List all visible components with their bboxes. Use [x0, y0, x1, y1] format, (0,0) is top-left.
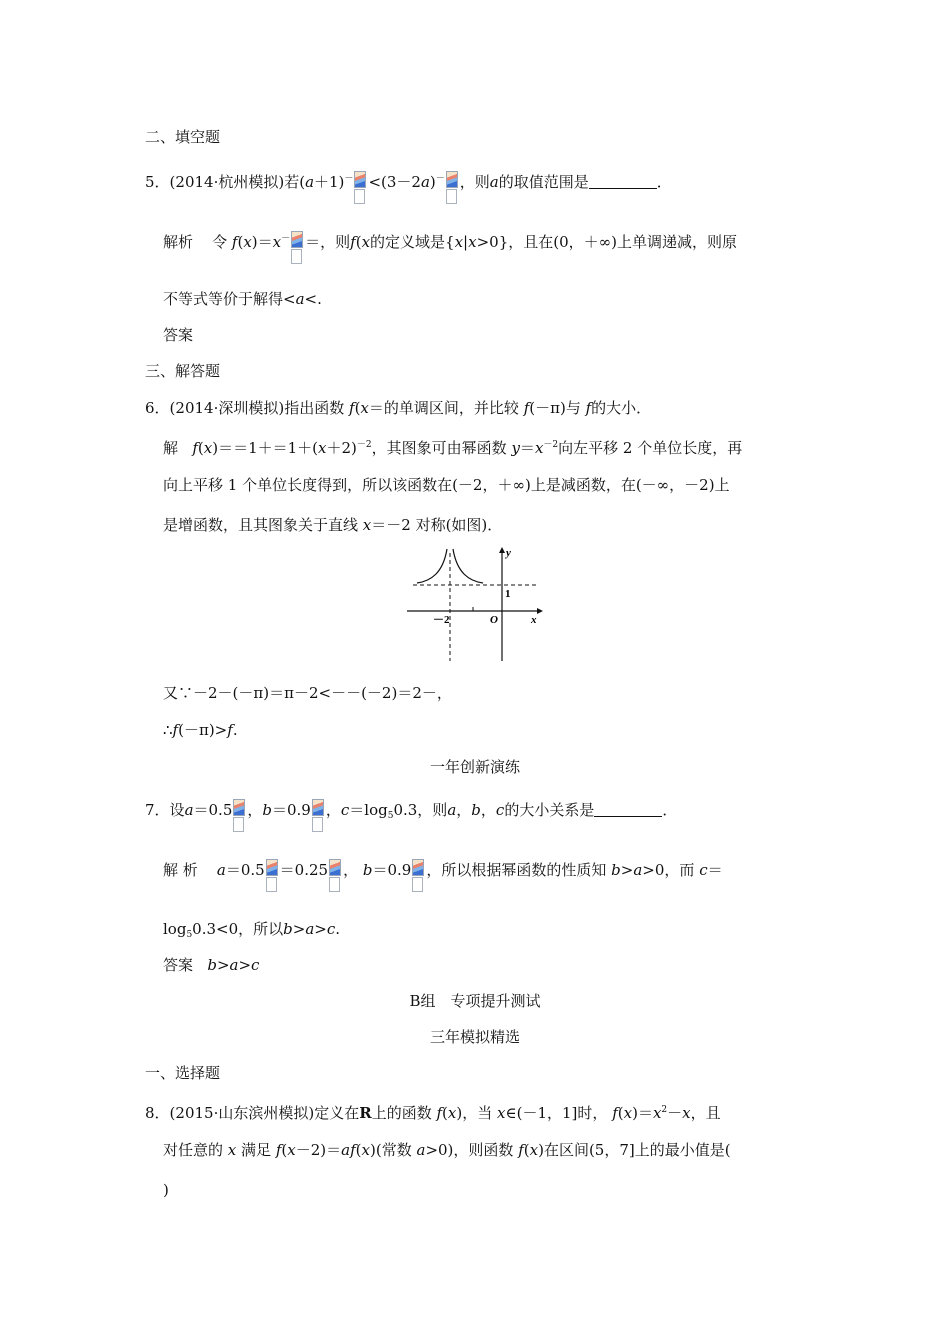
- fraction-exponent-image: [446, 171, 459, 189]
- question-8-line-2: 对任意的 x 满足 f(x－2)＝af(x)(常数 a>0)，则函数 f(x)在区间(5，7]上的最小值是(: [163, 1141, 731, 1159]
- heading-group-b: B组 专项提升测试: [409, 992, 541, 1010]
- section-heading-fill: 二、填空题: [145, 128, 221, 146]
- solution-5-line-2: 不等式等价于解得<a<.: [163, 290, 322, 308]
- section-heading-choice: 一、选择题: [145, 1064, 221, 1082]
- solution-7-line-1: 解 析 a＝0.5 ＝0.25 ， b＝0.9 ，所以根据幂函数的性质知 b>a>0，而 c＝: [163, 859, 723, 880]
- section-heading-solve: 三、解答题: [145, 362, 221, 380]
- answer-5-label: 答案: [163, 326, 194, 344]
- heading-one-year: 一年创新演练: [429, 758, 520, 776]
- fraction-exponent-image: [312, 799, 325, 817]
- solution-7-line-2: $\log_50.3<0$，所以b>a>c.: [163, 920, 341, 940]
- solution-6-conclusion: ∴f(－π)>f.: [163, 721, 238, 739]
- solution-6-line-3: 是增函数，且其图象关于直线 x＝－2 对称(如图)．: [163, 516, 503, 534]
- graph-origin-label: O: [490, 614, 498, 626]
- solution-6-line-1: 解 $f(x)==1+=1+(x+2)^{-2}$，其图象可由幂函数 $y=x^{-2}$向左平移 2 个单位长度，再: [163, 439, 743, 457]
- question-7: 7．设a＝0.5 ，b＝0.9 ，$c=\log_50.3$，则a，b，c的大小关系是 ．: [145, 799, 677, 826]
- question-5: 5．(2014·杭州模拟)若(a＋1)－ <(3－2a)－ ，则a的取值范围是 ．: [145, 169, 672, 192]
- graph-x-label: x: [531, 614, 537, 626]
- question-6: 6．(2014·深圳模拟)指出函数 f(x＝的单调区间，并比较 f(－π)与 f的大小．: [145, 399, 652, 417]
- fraction-exponent-image: [233, 799, 246, 817]
- answer-blank: [589, 174, 657, 189]
- fraction-exponent-image: [354, 171, 367, 189]
- question-8-line-3: ): [163, 1181, 169, 1199]
- graph-y-label: y: [506, 547, 511, 559]
- fraction-exponent-image: [412, 859, 425, 877]
- fraction-exponent-image: [291, 231, 304, 249]
- graph-tick-neg2: －2: [433, 614, 450, 626]
- heading-three-year: 三年模拟精选: [429, 1028, 520, 1046]
- fraction-exponent-image: [266, 859, 279, 877]
- fraction-exponent-image: [329, 859, 342, 877]
- solution-6-compare: 又∵－2－(－π)＝π－2<－－(－2)＝2－，: [163, 684, 452, 702]
- solution-6-line-2: 向上平移 1 个单位长度得到，所以该函数在(－2，＋∞)上是减函数，在(－∞，－2)上: [163, 476, 730, 494]
- answer-blank: [594, 802, 662, 817]
- question-8-line-1: 8．(2015·山东滨州模拟)定义在R上的函数 f(x)，当 x∈(－1，1]时， $f(x)=x^2-x$，且: [145, 1104, 721, 1122]
- graph-tick-1: 1: [505, 588, 511, 600]
- function-graph-figure: [405, 545, 545, 663]
- answer-7: 答案 b>a>c: [163, 956, 260, 974]
- solution-5-line-1: 解析 令 f(x)＝x－ ＝，则f(x的定义域是{x|x>0}，且在(0，＋∞)上单调递减，则原: [163, 229, 737, 252]
